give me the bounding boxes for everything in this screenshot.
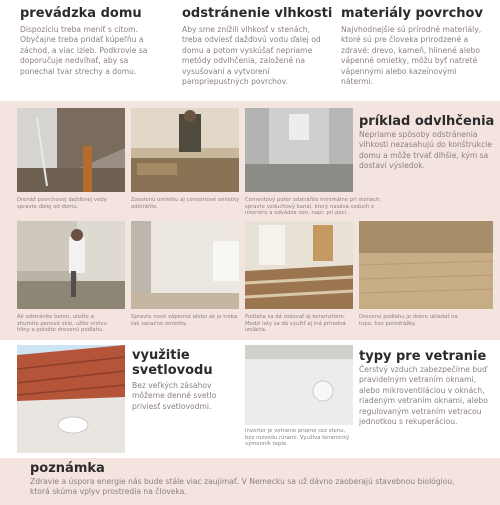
- caption-plaster: Zasolenú omietku aj cementové omietky odstráňte.: [131, 197, 240, 210]
- section-title-note: poznámka: [30, 461, 105, 476]
- section-title-materials: materiály povrchov: [341, 6, 483, 21]
- photo-ceramsite: [245, 221, 353, 309]
- caption-ceramsite: Podlaha sa dá izolovať aj keramzitom. Medzi laty sa dá využiť aj iná prírodná izolácia.: [245, 314, 346, 334]
- section-title-moisture: odstránenie vlhkosti: [182, 6, 333, 21]
- photo-cement-floor: [245, 108, 353, 192]
- caption-inverter: Inverter je vetranie priamo cez stenu, bez rozvodu rúrami. Využíva keramický výmenník tepla.: [245, 428, 350, 448]
- section-title-example: príklad odvlhčenia: [359, 114, 495, 129]
- section-text-floor: Dispozíciu treba meniť s citom. Obyčajne treba pridať kúpeľňu a záchod, a viac izieb. Podkrovie sa doporučuje nedvíhať, aby sa ponechal tvar strechy a domu.: [20, 25, 148, 76]
- daylight-title-line2: svetlovodu: [132, 363, 213, 378]
- section-text-example: Nepriame spôsoby odstránenia vlhkosti nezasahujú do konštrukcie domu a môže trvať dlhšie, kým sa dostaví výsledok.: [359, 130, 493, 171]
- section-title-daylight: [132, 348, 213, 378]
- section-title-floor: prevádzka domu: [20, 6, 142, 21]
- caption-wood-floor: Drevenú podlahu je dobre ukladať na tupo, bez perodrážky.: [359, 314, 458, 327]
- section-text-ventilation: Čerstvý vzduch zabezpečíme buď pravidelným vetraním oknami, alebo mikroventiláciou v oknách, riadeným vetraním oknami, alebo regulovaným vetraním vetracou jednotkou s rekuperáciou.: [359, 365, 488, 427]
- photo-wood-floor: [359, 221, 493, 309]
- caption-drainage: Drenáž povrchovej dažďovej vody spravte ďalej od domu.: [17, 197, 107, 210]
- photo-plaster-removal: [131, 108, 239, 192]
- photo-foam-glass: [17, 221, 125, 309]
- caption-cement-floor: Cementový poter odstráňte minimálne pri stenách, spravte vzduchový kanál, ktorý nasáva vzduch z interiéru a odvádza von, napr. pri peci.: [245, 197, 382, 217]
- caption-foam-glass: Ak odstránite beton, uložte a zhutnite penové sklo, užite vrstvu hliny a položte drevenú podlahu.: [17, 314, 107, 334]
- photo-lime-plaster: [131, 221, 239, 309]
- section-text-moisture: Aby sme znížili vlhkosť v stenách, treba odviesť dažďovú vodu ďalej od domu a potom vyskúšať nepriame metódy odvlhčenia, založené na vysušovaní a vytvorení paropriepustných povrchov.: [182, 25, 321, 87]
- section-text-materials: Najvhodnejšie sú prírodné materiály, ktoré sú pre človeka prirodzené a zdravé: drevo, kameň, hlinené alebo vápenné omietky, môžu byť natreté vápennými alebo kazeínovými nátermi.: [341, 25, 482, 87]
- photo-light-tube: [17, 345, 125, 453]
- caption-lime: Spravte nové vápenné alebo ak je treba tak sanačné omietky.: [131, 314, 238, 327]
- daylight-title-line1: využitie: [132, 348, 190, 363]
- section-text-note: Zdravie a úspora energie nás bude stále viac zaujímať. V Nemecku sa už dávno zaoberajú stavebnou biológiou, ktorá skúma vplyv prostredia na človeka.: [30, 477, 455, 497]
- photo-inverter: [245, 345, 353, 425]
- section-title-ventilation: typy pre vetranie: [359, 349, 487, 364]
- section-text-daylight: Bez veľkých zásahov môžeme denné svetlo priviesť svetlovodmi.: [132, 381, 217, 411]
- photo-drainage: [17, 108, 125, 192]
